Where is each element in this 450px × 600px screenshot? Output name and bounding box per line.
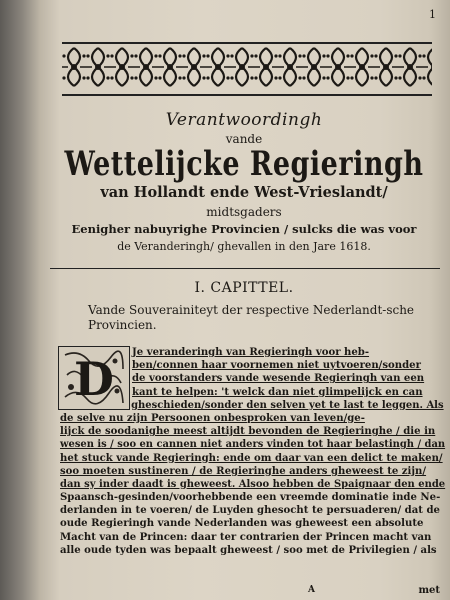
title-main: Wettelijcke Regieringh bbox=[64, 145, 424, 184]
initial-letter: D bbox=[74, 352, 114, 406]
decorative-header-band bbox=[62, 42, 432, 96]
title-verantwoordingh: Verantwoordingh bbox=[165, 110, 323, 130]
title-region: van Hollandt ende West-Vrieslandt/ bbox=[100, 184, 388, 201]
chapter-body-text bbox=[60, 346, 445, 557]
signature-mark: A bbox=[308, 585, 315, 595]
title-midtsgaders: midtsgaders bbox=[206, 205, 282, 219]
body-line: de selve nu zijn Persoonen onbesproken van leven/ge- bbox=[60, 412, 365, 424]
body-line: het stuck vande Regieringh: ende om daar van een delict te maken/ bbox=[60, 452, 443, 464]
body-line: ben/connen haar voornemen niet uytvoeren/sonder bbox=[132, 360, 421, 372]
title-date: de Veranderingh/ ghevallen in den Jare 1618. bbox=[117, 240, 371, 253]
body-line: derlanden in te voeren/ de Luyden ghesocht te persuaderen/ dat de bbox=[60, 505, 440, 517]
page-number: 1 bbox=[429, 8, 436, 21]
body-line: wesen is / soo en cannen niet anders vinden tot haar belastingh / dan bbox=[60, 439, 446, 451]
body-line: Macht van de Princen: daar ter contrarien der Princen macht van bbox=[60, 531, 432, 543]
chapter-heading: I. CAPITTEL. bbox=[194, 280, 294, 296]
body-line: oude Regieringh vande Nederlanden was gheweest een absolute bbox=[60, 518, 424, 530]
body-line: Je veranderingh van Regieringh voor heb- bbox=[132, 347, 370, 358]
body-line: alle oude tyden was bepaalt gheweest / soo met de Privilegien / als bbox=[60, 544, 437, 556]
ornament-pattern-icon bbox=[62, 44, 432, 90]
body-line: kant te helpen: 't welck dan niet glimpelijck en can bbox=[132, 386, 423, 398]
body-line: Spaansch-gesinden/voorhebbende een vreemde dominatie inde Ne- bbox=[60, 492, 441, 504]
body-line: soo moeten sustineren / de Regieringhe anders gheweest te zijn/ bbox=[60, 465, 427, 477]
body-line: de voorstanders vande wesende Regieringh van een bbox=[132, 373, 425, 385]
chapter-subtitle: Vande Souverainiteyt der respective Nederlandt-sche Provincien. bbox=[88, 303, 415, 332]
body-line: gheschieden/sonder den selven yet te last te leggen. Als bbox=[131, 399, 444, 411]
book-page bbox=[38, 0, 450, 600]
title-provinces: Eenigher nabuyrighe Provincien / sulcks die was voor bbox=[71, 222, 417, 236]
title-divider-rule bbox=[50, 268, 440, 269]
title-vande: vande bbox=[225, 132, 263, 146]
body-line: lijck de soodanighe meest altijdt bevonden de Regieringhe / die in bbox=[60, 426, 436, 438]
body-line: dan sy inder daadt is gheweest. Alsoo hebben de Spaignaar den ende bbox=[60, 478, 446, 490]
catchword: met bbox=[418, 585, 440, 596]
